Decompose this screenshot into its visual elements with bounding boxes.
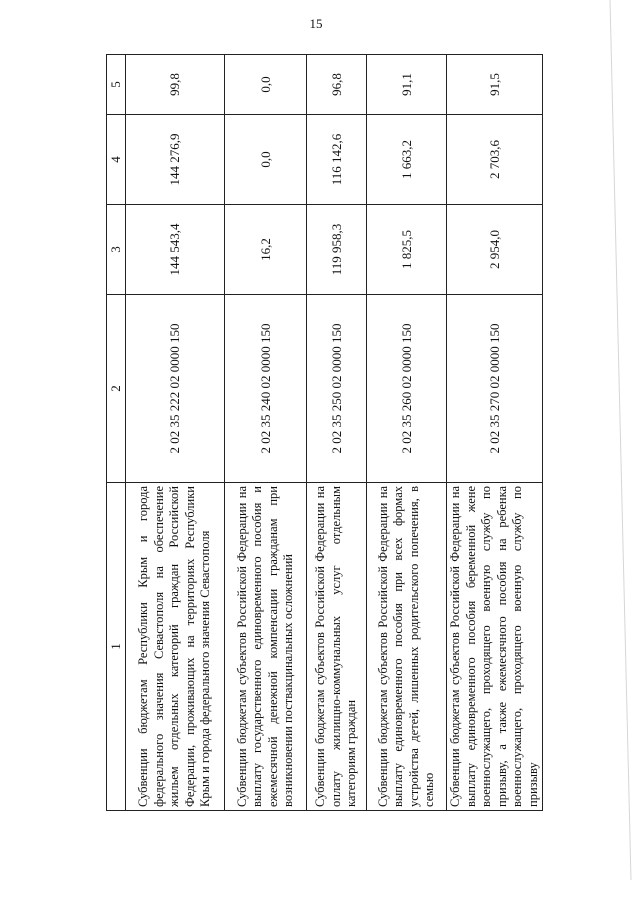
column-header-1: 1	[107, 483, 126, 811]
row-value-5: 0,0	[225, 55, 307, 115]
row-code: 2 02 35 270 02 0000 150	[447, 295, 543, 483]
row-value-3: 1 825,5	[367, 205, 447, 295]
row-value-3: 144 543,4	[126, 205, 225, 295]
row-value-5: 96,8	[307, 55, 367, 115]
column-header-5: 5	[107, 55, 126, 115]
table-header-row	[107, 55, 126, 811]
column-header-3: 3	[107, 205, 126, 295]
row-value-4: 116 142,6	[307, 115, 367, 205]
row-value-4: 0,0	[225, 115, 307, 205]
row-value-4: 144 276,9	[126, 115, 225, 205]
row-description: Субвенции бюджетам субъектов Российской Федерации на выплату государственного единовременного пособия и ежемесячной денежной компенсации гражданам при возникновении поствакцинальных осложнений	[225, 483, 307, 811]
row-value-4: 1 663,2	[367, 115, 447, 205]
column-header-4: 4	[107, 115, 126, 205]
column-header-2: 2	[107, 295, 126, 483]
row-description: Субвенции бюджетам субъектов Российской Федерации на выплату единовременного пособия беременной жене военнослужащего, проходящего военную службу по призыву, а также ежемесячного пособия на ребенка военнослужащего, проходящего военную службу по призыву	[447, 483, 543, 811]
row-code: 2 02 35 240 02 0000 150	[225, 295, 307, 483]
row-value-3: 16,2	[225, 205, 307, 295]
row-code: 2 02 35 250 02 0000 150	[307, 295, 367, 483]
row-value-5: 91,5	[447, 55, 543, 115]
row-value-3: 119 958,3	[307, 205, 367, 295]
rotated-table-container	[106, 55, 540, 811]
table-row	[307, 55, 367, 811]
page-number: 15	[309, 16, 323, 31]
row-description: Субвенции бюджетам субъектов Российской Федерации на выплату единовременного пособия при всех формах устройства детей, лишенных родительского попечения, в семью	[367, 483, 447, 811]
table-row	[126, 55, 225, 811]
table-row	[447, 55, 543, 811]
table-row	[367, 55, 447, 811]
row-description: Субвенции бюджетам Республики Крым и города федерального значения Севастополя на обеспечение жильем отдельных категорий граждан Российской Федерации, проживающих на территориях Республики Крым и города федерального значения Севастополя	[126, 483, 225, 811]
row-value-5: 99,8	[126, 55, 225, 115]
row-description: Субвенции бюджетам субъектов Российской Федерации на оплату жилищно-коммунальных услуг отдельным категориям граждан	[307, 483, 367, 811]
row-code: 2 02 35 260 02 0000 150	[367, 295, 447, 483]
table-row	[225, 55, 307, 811]
row-value-3: 2 954,0	[447, 205, 543, 295]
budget-table	[106, 54, 543, 811]
row-value-5: 91,1	[367, 55, 447, 115]
row-code: 2 02 35 222 02 0000 150	[126, 295, 225, 483]
row-value-4: 2 703,6	[447, 115, 543, 205]
